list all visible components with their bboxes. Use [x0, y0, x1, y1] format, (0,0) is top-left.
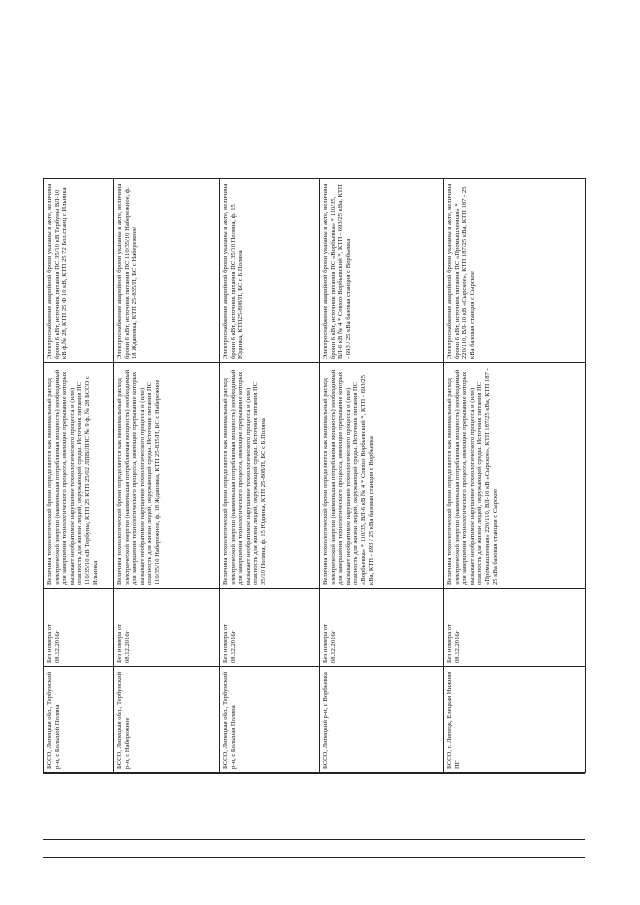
- date-cell: Без номера от 08.12.2016г: [320, 589, 444, 667]
- description-cell: Величина технологической брони определяется как минимальный расход электрической энергии (наименьшая потребляемая мощность) необходимый для завершения технологического процесса, имеющие прерывание которых вызывает необратимое нарушение технологического процесса и (или) опасность для жизни людей, окружающей среды. Источник питания ПС 35/10 Поляна, ф. 15 Юдинка, КТП 25-808/П, БС с Б.Поляна: [220, 363, 320, 589]
- footer-rule-bottom: [43, 857, 585, 858]
- place-cell: БССО, Липецкая обл., Тербунский р-н, с Большая Поляна: [220, 667, 320, 773]
- note-cell: Электроснабжение аварийной брони указаны в акте, величина брони 6 кВт, источник питания ПС «Промышленная» * 220/110, ВЛ-10 кВ «Сырское», КТП 187/25 кВа, КТП 187 - 25 кВа базовая станция с Сырское: [444, 179, 586, 363]
- description-cell: Величина технологической брони определяется как минимальный расход электрической энергии (наименьшая потребляемая мощность) необходимый для завершения технологического процесса, имеющие прерывание которых вызывает необратимое нарушение технологического процесса и (или) опасность для жизни людей, окружающей среды. Источник питания ПС 110/35/10 Набережное, ф. 18 Ждановка, КТП 25-835/П, БС с Набережное: [114, 363, 220, 589]
- note-cell: Электроснабжение аварийной брони указаны в акте, величина брони 6 кВт, источник питания ПС 110/35/10 Набережное, ф. 18 Ждановка, КТП 25-835/П, БС с Набережное: [114, 179, 220, 363]
- description-cell: Величина технологической брони определяется как минимальный расход электрической энергии (наименьшая потребляемая мощность) необходимый для завершения технологического процесса, имеющие прерывание которых вызывает необратимое нарушение технологического процесса и (или) опасность для жизни людей, окружающей среды. Источник питания ПС «Промышленная» 220/110, ВЛ-10 кВ «Сырское», КТП 187/25 кВа, КТП 187 - 25 кВа базовая станция с Сырское: [444, 363, 586, 589]
- description-cell: Величина технологической брони определяется как минимальный расход электрической энергии (наименьшая потребляемая мощность) необходимый для завершения технологического процесса, имеющие прерывание которых вызывает необратимое нарушение технологического процесса и (или) опасность для жизни людей, окружающей среды. Источник питания ПС 110/35/10 кВ Тербуны, КТП 25 КТП 25/02 ЛПВ/ЛПС № 9 ф. № 28 БССО с Ильинка: [44, 363, 114, 589]
- footer-rule-top: [43, 773, 585, 774]
- footer-rule-middle: [43, 839, 585, 840]
- place-cell: БССО, Липецкая обл., Тербунский р-н, с Набережное: [114, 667, 220, 773]
- table-row: [444, 179, 586, 773]
- table-row: [44, 179, 114, 773]
- date-cell: Без номера от 08.12.2016г: [114, 589, 220, 667]
- table-row: [220, 179, 320, 773]
- note-cell: Электроснабжение аварийной брони указаны в акте, величина брони 6 кВт, источник питания ПС «Ворбьевка» * 110/35, ВЛ-6 кВ № 4 * Совхоз Ворбьевский *, КТП - 693/25 кВа, КТП - 693 / 25 кВа базовая станция с Ворбьевка: [320, 179, 444, 363]
- date-cell: Без номера от 08.12.2016г: [220, 589, 320, 667]
- note-cell: Электроснабжение аварийной брони указаны в акте, величина брони 6 кВт, источник питания ПС 35/10 Поляна, ф. 15 Юдинка, КТП25-808/П, БС с Б.Поляна: [220, 179, 320, 363]
- place-cell: БССО, г. Липецк, Елецкая Нижняя ПГ: [444, 667, 586, 773]
- date-cell: Без номера от 08.12.2016г: [44, 589, 114, 667]
- place-cell: БССО, Липецкий р-н, с Ворбьевка: [320, 667, 444, 773]
- table-row: [320, 179, 444, 773]
- table-row: [114, 179, 220, 773]
- description-cell: Величина технологической брони определяется как минимальный расход электрической энергии (наименьшая потребляемая мощность) необходимый для завершения технологического процесса, имеющие прерывание которых вызывает необратимое нарушение технологического процесса и (или) опасность для жизни людей, окружающей среды. Источник питания ПС «Ворбьевка» * 110/35, ВЛ-6 кВ № 4 * Совхоз Ворбьевский *, КТП - 693/25 кВа, КТП - 693 / 25 кВа базовая станция с Ворбьевка: [320, 363, 444, 589]
- rotated-table-wrapper: [43, 179, 585, 773]
- note-cell: Электроснабжение аварийной брони указаны в акте, величина брони 6 кВт, источник питания ПС 35/10 кВ Тербуны ВЛ-10 кВ ф.№ 28, КТП 25 Ф 10 кВ, КТП 25 72 Бол.станц с Ильинка: [44, 179, 114, 363]
- place-cell: БССО, Липецкая обл., Тербунский р-н, с Большой Поляна: [44, 667, 114, 773]
- facility-table: [43, 178, 586, 773]
- date-cell: Без номера от 08.12.2016г: [444, 589, 586, 667]
